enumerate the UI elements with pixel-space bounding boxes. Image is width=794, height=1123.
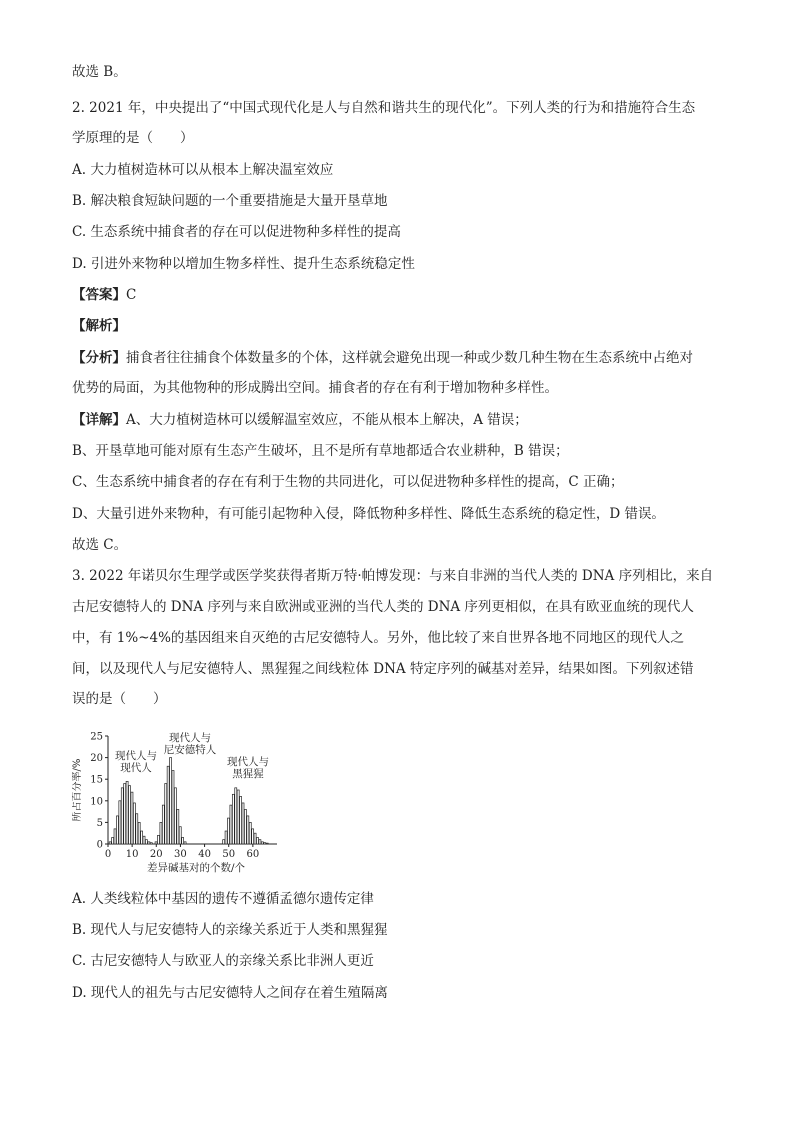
bar-series-2: [182, 838, 184, 844]
option-c: C. 古尼安德特人与欧亚人的亲缘关系比非洲人更近: [72, 953, 374, 969]
y-tick-label: 10: [90, 796, 103, 808]
bar-series-2: [177, 809, 179, 844]
y-tick-label: 20: [90, 753, 103, 765]
bar-series-2: [184, 842, 186, 844]
x-tick-label: 30: [174, 849, 187, 860]
bar-series-1: [124, 784, 126, 844]
detail-d: D、大量引进外来物种，有可能引起物种入侵，降低物种多样性、降低生态系统的稳定性，D 错误。: [72, 506, 665, 522]
x-tick-label: 20: [149, 849, 163, 860]
text-line: 故选 B。: [72, 64, 127, 80]
bar-series-3: [249, 822, 251, 844]
bar-series-3: [259, 840, 261, 844]
bar-series-1: [148, 842, 150, 844]
bar-series-2: [160, 822, 162, 844]
option-c: C. 生态系统中捕食者的存在可以促进物种多样性的提高: [72, 224, 401, 240]
bar-series-2: [172, 771, 174, 844]
bar-series-3: [254, 833, 256, 844]
series-labels: [115, 731, 269, 780]
y-tick-label: 5: [96, 817, 103, 829]
detail-label: 【详解】: [72, 412, 126, 428]
y-tick-label: 25: [90, 731, 103, 743]
bar-series-1: [150, 843, 152, 844]
bar-series-3: [235, 788, 237, 844]
bar-series-2: [157, 835, 159, 844]
detail-line: [72, 410, 528, 430]
answer-label: 【答案】: [72, 287, 126, 303]
detail-c: C、生态系统中捕食者的存在有利于生物的共同进化，可以促进物种多样性的提高，C 正确；: [72, 474, 624, 490]
bar-series-1: [138, 822, 140, 844]
bar-series-3: [261, 842, 263, 844]
question-3-stem-3: 中，有 1%~4%的基因组来自灭绝的古尼安德特人。另外，他比较了来自世界各地不同地区的现代人之: [72, 630, 684, 646]
bar-series-3: [240, 796, 242, 844]
bar-series-1: [126, 781, 128, 844]
bar-series-2: [174, 788, 176, 844]
bar-series-3: [228, 818, 230, 844]
bar-series-1: [129, 786, 131, 844]
answer-line: [72, 285, 136, 305]
bar-series-1: [143, 836, 145, 844]
question-3-stem-5: 误的是（ ）: [72, 691, 167, 707]
bar-series-3: [237, 790, 239, 844]
bar-series-2: [170, 758, 172, 844]
bar-series-1: [121, 788, 123, 844]
bar-series-3: [256, 838, 258, 844]
detail-text: A、大力植树造林可以缓解温室效应，不能从根本上解决，A 错误；: [126, 412, 528, 428]
option-a: A. 大力植树造林可以从根本上解决温室效应: [72, 162, 334, 178]
y-ticks: [90, 732, 108, 851]
option-d: D. 引进外来物种以增加生物多样性、提升生态系统稳定性: [72, 256, 415, 272]
bar-series-1: [112, 838, 114, 844]
conclusion-line: 故选 C。: [72, 537, 128, 553]
bar-series-2: [179, 827, 181, 844]
histogram-figure: [72, 726, 302, 881]
x-tick-label: 40: [198, 849, 211, 860]
bar-series-1: [119, 801, 121, 844]
bar-series-3: [232, 794, 234, 844]
x-tick-label: 50: [222, 849, 236, 860]
bar-series-1: [136, 814, 138, 844]
bar-series-2: [167, 766, 169, 844]
y-axis-label: 所占百分率/%: [72, 758, 83, 822]
option-a: A. 人类线粒体中基因的遗传不遵循孟德尔遗传定律: [72, 891, 374, 907]
analysis-line: [72, 348, 693, 368]
option-b: B. 现代人与尼安德特人的亲缘关系近于人类和黑猩猩: [72, 922, 388, 938]
question-3-stem-4: 间，以及现代人与尼安德特人、黑猩猩之间线粒体 DNA 特定序列的碱基对差异，结果如图。下列叙述错: [72, 661, 694, 677]
option-b: B. 解决粮食短缺问题的一个重要措施是大量开垦草地: [72, 193, 388, 209]
x-tick-label: 60: [246, 849, 260, 860]
bar-series-3: [242, 803, 244, 844]
detail-b: B、开垦草地可能对原有生态产生破坏，且不是所有草地都适合农业耕种，B 错误；: [72, 443, 569, 459]
bar-series-1: [131, 792, 133, 844]
x-tick-label: 10: [125, 849, 139, 860]
bar-series-1: [141, 831, 143, 844]
bar-series-3: [266, 843, 268, 844]
analysis-text-cont: 优势的局面，为其他物种的形成腾出空间。捕食者的存在有利于增加物种多样性。: [72, 380, 558, 396]
answer-value: C: [126, 287, 137, 303]
bar-series-3: [225, 831, 227, 844]
option-d: D. 现代人的祖先与古尼安德特人之间存在着生殖隔离: [72, 985, 388, 1001]
bar-series-1: [109, 842, 111, 844]
bar-series-1: [116, 816, 118, 844]
question-2-stem-cont: 学原理的是（ ）: [72, 130, 194, 146]
y-tick-label: 15: [90, 774, 103, 786]
series-label-2: 现代人与尼安德特人: [163, 732, 217, 756]
bar-series-3: [247, 816, 249, 844]
bar-series-2: [162, 805, 164, 844]
analysis-text: 捕食者往往捕食个体数量多的个体，这样就会避免出现一种或少数几种生物在生态系统中占绝对: [126, 350, 693, 366]
bar-series-1: [133, 803, 135, 844]
x-tick-label: 0: [104, 849, 112, 860]
x-ticks: [105, 844, 259, 860]
bar-series-3: [244, 809, 246, 844]
bar-series-2: [155, 842, 157, 844]
bar-series-3: [230, 805, 232, 844]
y-tick-label: 0: [96, 839, 103, 851]
bar-series-1: [114, 829, 116, 844]
analysis-label: 【分析】: [72, 350, 126, 366]
question-3-stem: 3. 2022 年诺贝尔生理学或医学奖获得者斯万特·帕博发现：与来自非洲的当代人类的 DNA 序列相比，来自: [72, 568, 714, 584]
x-axis-label: 差异碱基对的个数/个: [146, 862, 246, 874]
series-label-3: 现代人与黑猩猩: [227, 756, 269, 780]
bar-series-3: [223, 840, 225, 844]
bar-series-3: [264, 843, 266, 844]
series-label-1: 现代人与现代人: [115, 750, 157, 774]
question-3-stem-2: 古尼安德特人的 DNA 序列与来自欧洲或亚洲的当代人类的 DNA 序列更相似，在具有欧亚血统的现代人: [72, 599, 694, 615]
bar-series-1: [145, 840, 147, 844]
analysis-heading: 【解析】: [72, 318, 126, 334]
bar-series-3: [252, 829, 254, 844]
question-2-stem: 2. 2021 年，中央提出了“中国式现代化是人与自然和谐共生的现代化”。下列人类的行为和措施符合生态: [72, 100, 696, 116]
bar-series-2: [165, 784, 167, 844]
